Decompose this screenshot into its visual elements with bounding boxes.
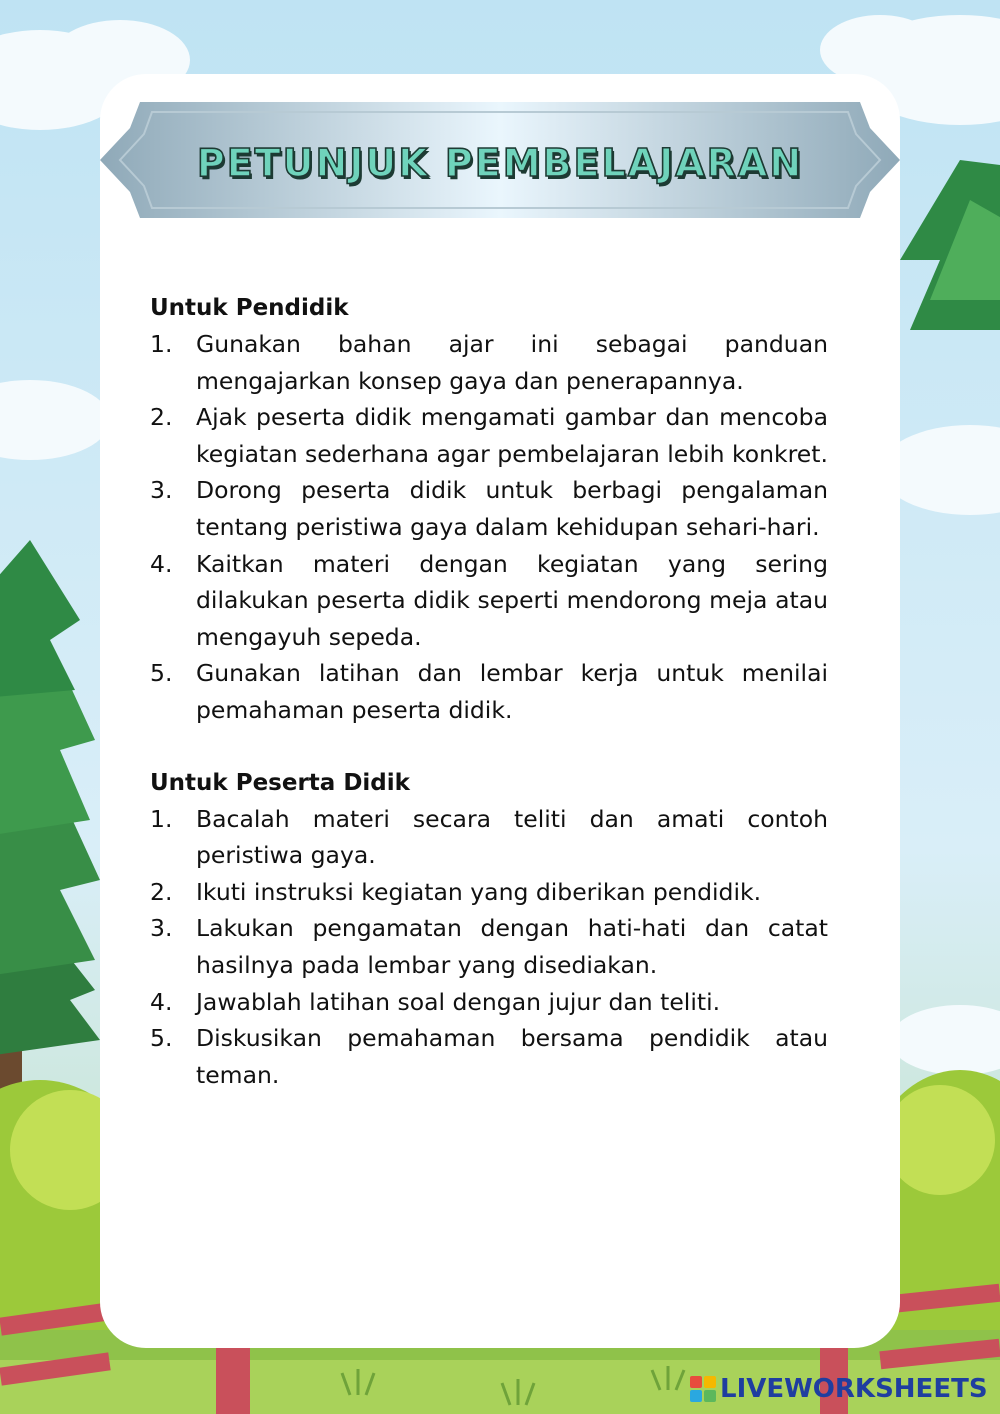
liveworksheets-watermark[interactable] xyxy=(690,1371,988,1407)
item-text: Bacalah materi secara teliti dan amati contoh peristiwa gaya. xyxy=(196,804,828,870)
list-item xyxy=(150,326,828,399)
item-text: Jawablah latihan soal dengan jujur dan teliti. xyxy=(196,987,721,1016)
pine-tree-right xyxy=(900,160,1000,330)
item-text: Lakukan pengamatan dengan hati-hati dan catat hasilnya pada lembar yang disediakan. xyxy=(196,914,828,979)
item-number: 3. xyxy=(150,914,173,943)
item-number: 3. xyxy=(150,476,173,505)
section-student xyxy=(150,765,828,1094)
item-text: Gunakan bahan ajar ini sebagai panduan mengajarkan konsep gaya dan penerapannya. xyxy=(196,330,828,395)
item-text: Kaitkan materi dengan kegiatan yang sering dilakukan peserta didik seperti mendorong meja atau mengayuh sepeda. xyxy=(196,549,828,651)
list-item xyxy=(150,472,828,545)
section-teacher xyxy=(150,290,828,729)
item-number: 4. xyxy=(150,549,173,578)
item-text: Ikuti instruksi kegiatan yang diberikan pendidik. xyxy=(196,877,762,906)
student-steps xyxy=(150,801,828,1094)
list-item xyxy=(150,874,828,911)
list-item xyxy=(150,546,828,656)
pine-tree-left xyxy=(0,540,100,1090)
item-text: Ajak peserta didik mengamati gambar dan mencoba kegiatan sederhana agar pembelajaran lebih konkret. xyxy=(196,403,828,468)
section-title: Untuk Peserta Didik xyxy=(150,769,410,796)
item-text: Diskusikan pemahaman bersama pendidik atau teman. xyxy=(196,1024,828,1089)
item-text: Gunakan latihan dan lembar kerja untuk menilai pemahaman peserta didik. xyxy=(196,659,828,724)
list-item xyxy=(150,801,828,874)
list-item xyxy=(150,399,828,472)
item-number: 1. xyxy=(150,330,173,358)
teacher-steps xyxy=(150,326,828,729)
item-number: 2. xyxy=(150,403,173,432)
item-number: 1. xyxy=(150,804,173,833)
list-item xyxy=(150,655,828,728)
item-number: 2. xyxy=(150,877,173,906)
section-title: Untuk Pendidik xyxy=(150,295,349,321)
item-number: 5. xyxy=(150,659,173,688)
liveworksheets-logo-icon xyxy=(690,1376,716,1402)
page-title: PETUNJUK PEMBELAJARAN xyxy=(196,141,804,185)
item-text: Dorong peserta didik untuk berbagi pengalaman tentang peristiwa gaya dalam kehidupan sehari-hari. xyxy=(196,476,828,541)
brand-name: LIVEWORKSHEETS xyxy=(720,1374,988,1404)
list-item xyxy=(150,1020,828,1093)
instructions xyxy=(150,290,828,1093)
item-number: 4. xyxy=(150,987,173,1016)
list-item xyxy=(150,910,828,983)
list-item xyxy=(150,984,828,1021)
item-number: 5. xyxy=(150,1024,173,1053)
